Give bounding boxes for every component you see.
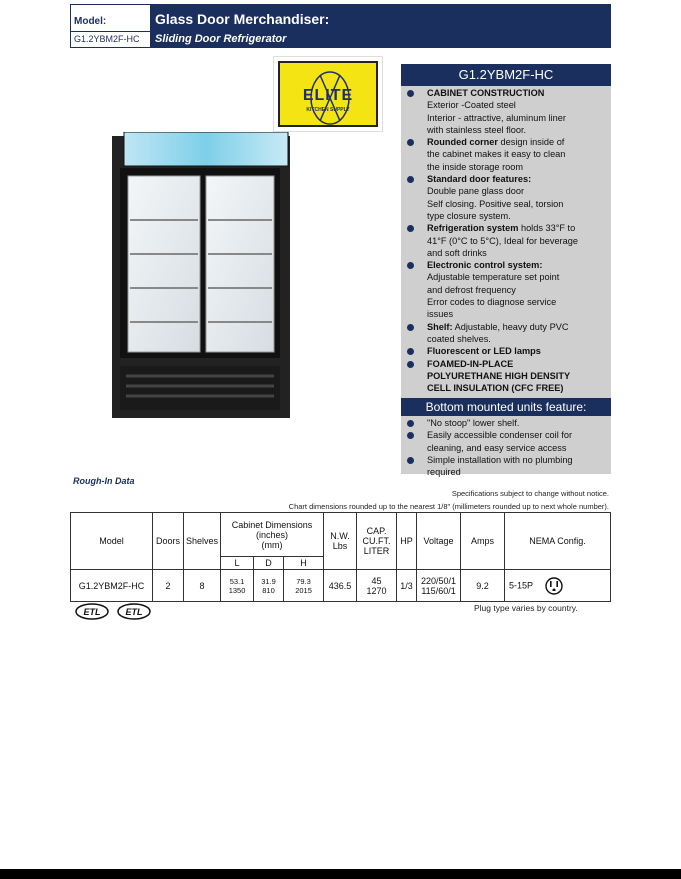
voltage-1: 220/50/1 [421, 575, 457, 586]
feature-item [401, 222, 611, 259]
feature-item [401, 136, 611, 173]
nema-value: 5-15P [509, 579, 533, 590]
capacity-title: CAP. [366, 526, 387, 536]
feature-item [401, 358, 611, 395]
feature-item [401, 345, 611, 357]
weight-unit: Lbs [332, 541, 348, 551]
header-shelves: Shelves [184, 513, 221, 570]
header-weight [324, 513, 357, 570]
header-cabinet-dimensions [221, 513, 324, 557]
feature-detail: POLYURETHANE HIGH DENSITY [427, 370, 571, 381]
capacity-liter: LITER [363, 546, 390, 556]
model-box [71, 5, 151, 47]
length-mm: 1350 [228, 585, 246, 595]
bullet-icon [407, 457, 414, 464]
header-doors: Doors [153, 513, 184, 570]
feature-detail: issues [427, 309, 454, 320]
table-row [71, 570, 611, 602]
feature-heading: Fluorescent or LED lamps [427, 346, 541, 357]
header-hp: HP [397, 513, 417, 570]
feature-detail: Double pane glass door [427, 186, 525, 197]
height-mm: 2015 [295, 585, 312, 595]
cell-doors: 2 [153, 570, 184, 602]
cell-length [221, 570, 254, 602]
feature-detail: Self closing. Positive seal, torsion [427, 198, 564, 209]
bottom-feature-text: Easily accessible condenser coil for [427, 430, 573, 441]
capacity-cuft: CU.FT. [362, 536, 391, 546]
title-box [151, 5, 610, 47]
feature-heading: Rounded corner design inside of [427, 137, 565, 148]
cell-voltage [417, 570, 461, 602]
bullet-icon [407, 324, 414, 331]
bullet-icon [407, 348, 414, 355]
refrigerator-image [112, 132, 290, 418]
cell-weight: 436.5 [324, 570, 357, 602]
feature-list [401, 87, 611, 394]
page-subtitle: Sliding Door Refrigerator [155, 33, 287, 45]
cell-depth [254, 570, 284, 602]
feature-panel-title: G1.2YBM2F-HC [401, 64, 611, 86]
rough-in-title: Rough-In Data [73, 476, 135, 486]
header-voltage: Voltage [417, 513, 461, 570]
feature-heading: FOAMED-IN-PLACE [427, 358, 514, 369]
capacity-cuft-value: 45 [371, 575, 382, 586]
feature-heading: Standard door features: [427, 174, 532, 185]
model-label: Model: [74, 16, 107, 27]
feature-detail: CELL INSULATION (CFC FREE) [427, 383, 564, 394]
brand-logo-frame [273, 56, 383, 132]
feature-detail: coated shelves. [427, 333, 491, 344]
length-in: 53.1 [229, 576, 245, 586]
feature-item [401, 321, 611, 346]
feature-item [401, 259, 611, 320]
brand-logo [278, 61, 378, 127]
logo-tagline: KITCHEN SUPPLY [306, 107, 350, 113]
header-nema: NEMA Config. [505, 513, 611, 570]
etl-mark-text-2: ETL [125, 607, 143, 617]
cell-shelves: 8 [184, 570, 221, 602]
bottom-feature-text-cont: required [427, 467, 461, 478]
rounding-note: Chart dimensions rounded up to the nearest 1/8" (millimeters rounded up to next whole number). [288, 502, 609, 511]
cell-height [284, 570, 324, 602]
weight-title: N.W. [330, 531, 350, 541]
bullet-icon [407, 262, 414, 269]
bottom-units-title: Bottom mounted units feature: [401, 398, 611, 416]
feature-panel [401, 64, 611, 478]
bullet-icon [407, 90, 414, 97]
etl-certification-icon-2 [117, 603, 151, 620]
feature-detail: and defrost frequency [427, 284, 516, 295]
model-number: G1.2YBM2F-HC [74, 34, 140, 44]
feature-detail: Exterior -Coated steel [427, 100, 516, 111]
spec-header [70, 4, 611, 48]
cabinet-inches: (inches) [256, 529, 289, 540]
bottom-feature-item [401, 429, 611, 454]
cell-model: G1.2YBM2F-HC [71, 570, 153, 602]
feature-detail: type closure system. [427, 210, 511, 221]
specifications-table [70, 512, 611, 602]
cell-amps: 9.2 [461, 570, 505, 602]
feature-heading: CABINET CONSTRUCTION [427, 88, 545, 98]
header-model: Model [71, 513, 153, 570]
depth-in: 31.9 [261, 576, 276, 586]
cabinet-mm: (mm) [261, 539, 283, 550]
feature-detail: with stainless steel floor. [427, 124, 527, 135]
feature-heading: Refrigeration system holds 33°F to [427, 223, 576, 234]
feature-detail: the inside storage room [427, 161, 524, 172]
bullet-icon [407, 420, 414, 427]
bottom-feature-text: Simple installation with no plumbing [427, 454, 573, 465]
feature-detail: Adjustable temperature set point [427, 272, 560, 283]
bottom-feature-text-cont: cleaning, and easy service access [427, 442, 567, 453]
page-title: Glass Door Merchandiser: [155, 11, 330, 27]
bullet-icon [407, 176, 414, 183]
bullet-icon [407, 432, 414, 439]
bottom-feature-text: "No stoop" lower shelf. [427, 418, 520, 428]
bottom-feature-item [401, 417, 611, 429]
cabinet-title: Cabinet Dimensions [231, 519, 313, 530]
bullet-icon [407, 139, 414, 146]
etl-mark-text: ETL [83, 607, 101, 617]
feature-item [401, 173, 611, 222]
bottom-feature-list [401, 417, 611, 478]
feature-detail: the cabinet makes it easy to clean [427, 149, 566, 160]
plug-type-note: Plug type varies by country. [474, 603, 578, 613]
feature-heading: Shelf: Adjustable, heavy duty PVC [427, 321, 569, 332]
bullet-icon [407, 225, 414, 232]
height-in: 79.3 [296, 576, 311, 586]
disclaimer-note: Specifications subject to change without notice. [451, 489, 609, 498]
feature-detail: Error codes to diagnose service [427, 297, 557, 308]
header-d: D [254, 557, 284, 570]
header-capacity [357, 513, 397, 570]
feature-detail: 41°F (0°C to 5°C), Ideal for beverage [427, 235, 578, 246]
bottom-feature-item [401, 454, 611, 479]
feature-detail: and soft drinks [427, 247, 487, 258]
header-l: L [221, 557, 254, 570]
logo-wordmark: ELITE [302, 87, 354, 104]
etl-certification-icon [75, 603, 109, 620]
voltage-2: 115/60/1 [421, 585, 456, 596]
header-amps: Amps [461, 513, 505, 570]
feature-heading: Electronic control system: [427, 260, 543, 271]
cell-nema [505, 570, 611, 602]
capacity-liter-value: 1270 [366, 585, 387, 596]
page-bottom-bar [0, 869, 681, 879]
depth-mm: 810 [262, 585, 275, 595]
feature-detail: Interior - attractive, aluminum liner [427, 112, 566, 123]
cell-hp: 1/3 [397, 570, 417, 602]
bullet-icon [407, 361, 414, 368]
feature-item [401, 87, 611, 136]
cell-capacity [357, 570, 397, 602]
plug-outlet-icon [545, 577, 563, 595]
divider [71, 31, 151, 32]
header-h: H [284, 557, 324, 570]
